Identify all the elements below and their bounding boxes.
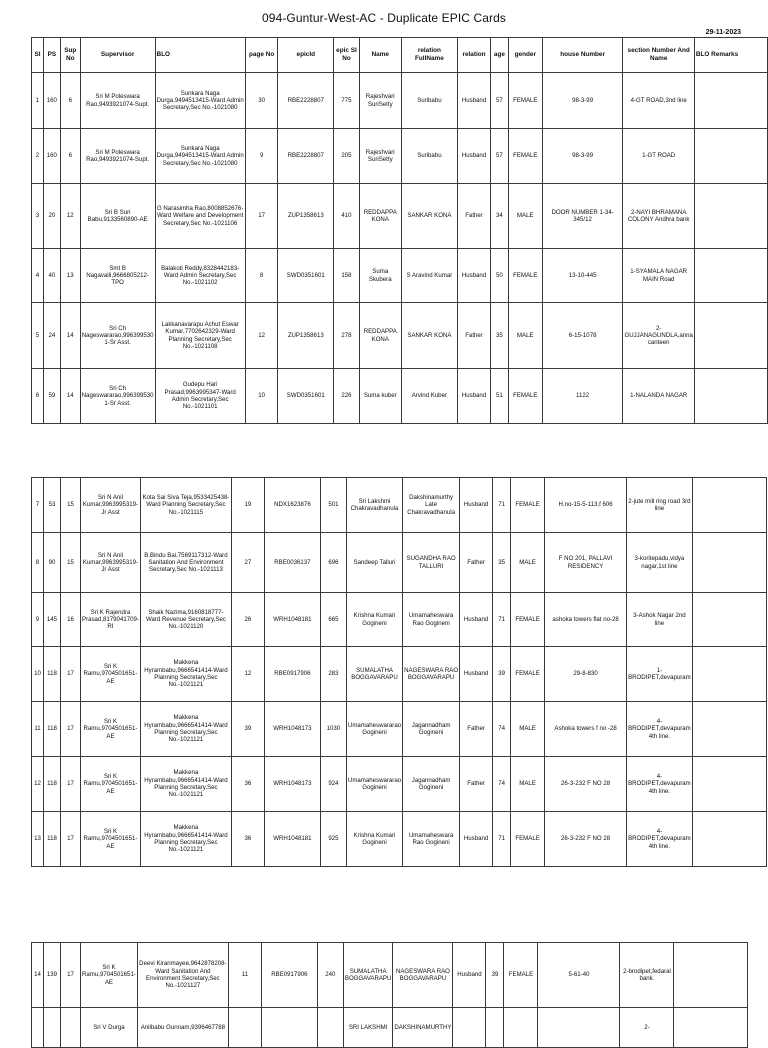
cell-gender: FEMALE	[511, 647, 545, 702]
cell-epic-id: RBE0917906	[261, 943, 317, 1008]
cell-gender: FEMALE	[508, 369, 542, 424]
cell-name: Umamaheswararao Gogineni	[346, 702, 402, 757]
cell-relation-fullname: Umamaheswara Rao Gogineni	[403, 593, 460, 647]
cell-relation: Husband	[460, 478, 493, 533]
cell-house-number: 1122	[542, 369, 623, 424]
column-header-epic-sl-no: epic Sl No	[334, 38, 360, 73]
cell-name: Suma kuber	[359, 369, 401, 424]
cell-ps: 118	[44, 647, 61, 702]
cell-blo: G Narasimha Rao,8008852676-Ward Welfare and Development Secretary,Sec No.-1021106	[155, 184, 245, 249]
cell-relation-fullname: Jagannadham Gogineni	[403, 757, 460, 812]
cell-epic-sl-no: 665	[320, 593, 346, 647]
cell-epic-id: RBE0917906	[264, 647, 320, 702]
cell-epic-sl-no: 925	[320, 812, 346, 867]
cell-relation: Husband	[458, 73, 491, 129]
cell-age: 35	[493, 533, 511, 593]
cell-page-no: 11	[228, 943, 261, 1008]
cell-age: 39	[493, 647, 511, 702]
cell-section-number-name: 2-NAYI BHRAMANA COLONY Andhra bank	[623, 184, 694, 249]
cell-ps	[44, 1008, 61, 1048]
cell-sl: 6	[32, 369, 44, 424]
cell-page-no: 26	[231, 593, 264, 647]
epic-table-3	[31, 942, 748, 1048]
cell-age: 74	[493, 757, 511, 812]
cell-page-no: 10	[245, 369, 278, 424]
cell-name: Rajeshvari SuriSetty	[359, 73, 401, 129]
table-row	[32, 757, 767, 812]
cell-age: 74	[493, 702, 511, 757]
cell-blo: Makkena Hyrambabu,9666541414-Ward Planning Secretary,Sec No.-1021121	[140, 702, 231, 757]
cell-age: 71	[493, 478, 511, 533]
column-header-relation-fullname: relation FullName	[401, 38, 457, 73]
cell-blo: Gudepu Hari Prasad,9963995347-Ward Admin Secretary,Sec No.-1021101	[155, 369, 245, 424]
table-row	[32, 647, 767, 702]
cell-sup-no: 14	[60, 303, 80, 369]
cell-sl: 11	[32, 702, 44, 757]
cell-blo-remarks	[692, 702, 766, 757]
cell-gender: FEMALE	[504, 943, 538, 1008]
cell-supervisor: Sri M Poleswara Rao,9493921074-Supt.	[80, 129, 155, 184]
cell-blo: Shaik Nazima,9160818777-Ward Revenue Secretary,Sec No.-1021120	[140, 593, 231, 647]
cell-page-no: 30	[245, 73, 278, 129]
cell-supervisor: Sri M Poleswara Rao,9493921074-Supt.	[80, 73, 155, 129]
cell-ps: 118	[44, 757, 61, 812]
cell-gender: FEMALE	[508, 249, 542, 303]
cell-relation: Husband	[458, 129, 491, 184]
cell-sl: 2	[32, 129, 44, 184]
cell-sup-no: 15	[61, 533, 81, 593]
cell-blo-remarks	[692, 593, 766, 647]
cell-sl: 3	[32, 184, 44, 249]
column-header-ps: PS	[43, 38, 60, 73]
cell-name: Rajeshvari SuriSetty	[359, 129, 401, 184]
cell-sup-no: 17	[61, 702, 81, 757]
column-header-blo-remarks: BLO Remarks	[694, 38, 767, 73]
cell-sup-no: 17	[61, 647, 81, 702]
column-header-supervisor: Supervisor	[80, 38, 155, 73]
table-row	[32, 1008, 748, 1048]
cell-blo-remarks	[674, 943, 748, 1008]
cell-ps: 40	[43, 249, 60, 303]
cell-epic-id: RBE2228807	[278, 73, 334, 129]
cell-house-number: H.no-15-5-113,f 606	[545, 478, 627, 533]
cell-epic-id: WRH1048181	[264, 593, 320, 647]
cell-section-number-name: 2-	[620, 1008, 674, 1048]
cell-gender: FEMALE	[511, 593, 545, 647]
cell-blo-remarks	[692, 647, 766, 702]
cell-blo: Lakkanavarapu Achut Eswar Kumar,7702642329-Ward Planning Secretary,Sec No.-1021108	[155, 303, 245, 369]
cell-relation: Husband	[460, 812, 493, 867]
cell-gender: FEMALE	[508, 73, 542, 129]
cell-name: Sri Lakshmi Chakravadhanula	[346, 478, 402, 533]
cell-relation	[453, 1008, 486, 1048]
cell-relation: Father	[460, 533, 493, 593]
cell-epic-id: NDX1623876	[264, 478, 320, 533]
column-header-name: Name	[359, 38, 401, 73]
column-header-gender: gender	[508, 38, 542, 73]
cell-relation-fullname: Jagannadham Gogineni	[403, 702, 460, 757]
cell-section-number-name: 4-BRODIPET,devapuram 4th line.	[627, 702, 693, 757]
cell-supervisor: Sri K Ramu,9704501651-AE	[81, 812, 141, 867]
column-header-sl: Sl	[32, 38, 44, 73]
cell-name: REDDAPPA KONA	[359, 303, 401, 369]
cell-epic-id: RBE2228807	[278, 129, 334, 184]
table-row	[32, 303, 768, 369]
cell-sl: 12	[32, 757, 44, 812]
cell-relation: Father	[458, 303, 491, 369]
cell-supervisor: Sri Ch Nageswararao,996399530 1-Sr Asst.	[80, 303, 155, 369]
page-title: 094-Guntur-West-AC - Duplicate EPIC Cards	[262, 11, 506, 25]
cell-name: Krishna Kumari Gogineni	[346, 812, 402, 867]
cell-gender: MALE	[511, 702, 545, 757]
table-row	[32, 369, 768, 424]
cell-name: Umamaheswararao Gogineni	[346, 757, 402, 812]
cell-house-number: 26-3-232 F NO 28	[545, 757, 627, 812]
cell-blo: Makkena Hyrambabu,9666541414-Ward Planning Secretary,Sec No.-1021121	[140, 647, 231, 702]
cell-relation-fullname: SUGANDHA RAO TALLURI	[403, 533, 460, 593]
cell-page-no: 8	[245, 249, 278, 303]
cell-house-number: 5-61-40	[538, 943, 620, 1008]
column-header-sup-no: Sup No	[60, 38, 80, 73]
cell-blo-remarks	[694, 129, 767, 184]
cell-sup-no	[61, 1008, 81, 1048]
cell-relation-fullname: DAKSHINAMURTHY	[393, 1008, 453, 1048]
cell-sl: 13	[32, 812, 44, 867]
table-row	[32, 812, 767, 867]
cell-supervisor: Sri V Durga	[81, 1008, 138, 1048]
table-row	[32, 593, 767, 647]
cell-blo-remarks	[694, 303, 767, 369]
cell-blo: Balakoti Reddy,8328442183-Ward Admin Secretary,Sec No.-1021102	[155, 249, 245, 303]
cell-sup-no: 6	[60, 73, 80, 129]
cell-age: 35	[490, 303, 508, 369]
cell-blo-remarks	[692, 812, 766, 867]
table-row	[32, 184, 768, 249]
cell-section-number-name: 1-NALANDA NAGAR	[623, 369, 694, 424]
cell-house-number: ashoka towers flat no-28	[545, 593, 627, 647]
cell-section-number-name: 4-BRODIPET,devapuram 4th line.	[627, 812, 693, 867]
cell-sup-no: 17	[61, 812, 81, 867]
cell-ps: 20	[43, 184, 60, 249]
cell-supervisor: Sri K Ramu,9704501651-AE	[81, 943, 138, 1008]
cell-epic-sl-no: 283	[320, 647, 346, 702]
cell-name: Sandeep Talluri	[346, 533, 402, 593]
cell-relation-fullname: NAGESWARA RAO BOGGAVARAPU	[393, 943, 453, 1008]
cell-relation-fullname: Suribabu	[401, 129, 457, 184]
cell-section-number-name: 4-GT ROAD,3nd line	[623, 73, 694, 129]
cell-section-number-name: 4-BRODIPET,devapuram 4th line.	[627, 757, 693, 812]
cell-sup-no: 17	[61, 943, 81, 1008]
cell-ps: 160	[43, 73, 60, 129]
cell-blo: Sunkara Naga Durga,9494513415-Ward Admin Secretary,Sec No.-1021080	[155, 129, 245, 184]
cell-epic-sl-no: 205	[334, 129, 360, 184]
cell-supervisor: Sri B Suri Babu,9133560890-AE	[80, 184, 155, 249]
cell-gender: FEMALE	[511, 478, 545, 533]
cell-page-no: 17	[245, 184, 278, 249]
cell-sl	[32, 1008, 44, 1048]
cell-epic-sl-no: 924	[320, 757, 346, 812]
cell-blo-remarks	[694, 184, 767, 249]
cell-epic-id: ZUP1358613	[278, 184, 334, 249]
cell-house-number: F NO 201, PALLAVI RESIDENCY	[545, 533, 627, 593]
cell-epic-sl-no: 501	[320, 478, 346, 533]
cell-relation-fullname: S Aravind Kumar	[401, 249, 457, 303]
cell-gender: MALE	[511, 533, 545, 593]
cell-ps: 145	[44, 593, 61, 647]
cell-relation: Father	[460, 702, 493, 757]
cell-sl: 9	[32, 593, 44, 647]
cell-house-number: 98-3-99	[542, 129, 623, 184]
cell-sup-no: 16	[61, 593, 81, 647]
cell-age	[486, 1008, 504, 1048]
cell-epic-sl-no: 240	[317, 943, 343, 1008]
cell-age: 57	[490, 73, 508, 129]
cell-page-no: 12	[245, 303, 278, 369]
cell-house-number	[538, 1008, 620, 1048]
cell-gender: MALE	[508, 184, 542, 249]
cell-relation: Husband	[453, 943, 486, 1008]
cell-blo-remarks	[674, 1008, 748, 1048]
cell-supervisor: Sri N Anil Kumar,9963995319-Jr Asst	[81, 533, 141, 593]
table-header-row	[32, 38, 768, 73]
cell-name: SUMALATHA BOGGAVARAPU	[346, 647, 402, 702]
column-header-epic-id: epicId	[278, 38, 334, 73]
cell-age: 34	[490, 184, 508, 249]
cell-epic-sl-no: 158	[334, 249, 360, 303]
table-row	[32, 533, 767, 593]
cell-relation: Father	[458, 184, 491, 249]
table-row	[32, 73, 768, 129]
cell-house-number: 6-15-1078	[542, 303, 623, 369]
cell-ps: 53	[44, 478, 61, 533]
cell-page-no: 36	[231, 757, 264, 812]
cell-blo-remarks	[694, 369, 767, 424]
cell-epic-id: WRH1048181	[264, 812, 320, 867]
cell-age: 57	[490, 129, 508, 184]
epic-table-1	[31, 37, 768, 424]
cell-page-no: 36	[231, 812, 264, 867]
cell-name: SRI LAKSHMI	[343, 1008, 393, 1048]
cell-sl: 8	[32, 533, 44, 593]
cell-page-no: 9	[245, 129, 278, 184]
cell-ps: 24	[43, 303, 60, 369]
cell-supervisor: Sri K Ramu,9704501651-AE	[81, 647, 141, 702]
cell-blo: Sunkara Naga Durga,9494513415-Ward Admin Secretary,Sec No.-1021080	[155, 73, 245, 129]
cell-section-number-name: 2-GUJJANAGUNDLA,anna canteen	[623, 303, 694, 369]
table-row	[32, 249, 768, 303]
cell-section-number-name: 2-brodipet,fedaral bank.	[620, 943, 674, 1008]
cell-house-number: 26-3-232 F NO 28	[545, 812, 627, 867]
cell-name: REDDAPPA KONA	[359, 184, 401, 249]
cell-sl: 14	[32, 943, 44, 1008]
cell-epic-id: ZUP1358613	[278, 303, 334, 369]
cell-epic-id: WRH1048173	[264, 757, 320, 812]
cell-supervisor: Sri K Rajendra Prasad,8179041709-RI	[81, 593, 141, 647]
cell-blo-remarks	[694, 249, 767, 303]
cell-epic-sl-no: 775	[334, 73, 360, 129]
cell-blo-remarks	[694, 73, 767, 129]
cell-relation-fullname: NAGESWARA RAO BOGGAVARAPU	[403, 647, 460, 702]
cell-section-number-name: 1-SYAMALA NAGAR MAIN Road	[623, 249, 694, 303]
epic-table-2	[31, 477, 767, 867]
cell-gender: MALE	[508, 303, 542, 369]
cell-sup-no: 14	[60, 369, 80, 424]
cell-blo: B.Bindu Bai,7569117312-Ward Sanitation And Environment Secretary,Sec No.-1021113	[140, 533, 231, 593]
cell-sl: 1	[32, 73, 44, 129]
cell-house-number: 29-8-830	[545, 647, 627, 702]
cell-age: 51	[490, 369, 508, 424]
cell-blo: Makkena Hyrambabu,9666541414-Ward Planning Secretary,Sec No.-1021121	[140, 757, 231, 812]
cell-epic-sl-no: 410	[334, 184, 360, 249]
cell-sl: 4	[32, 249, 44, 303]
cell-epic-id: SWD0351601	[278, 369, 334, 424]
cell-epic-sl-no: 226	[334, 369, 360, 424]
cell-name: Krishna Kumari Gogineni	[346, 593, 402, 647]
cell-page-no: 39	[231, 702, 264, 757]
cell-supervisor: Sri Ch Nageswararao,996399530 1-Sr Asst.	[80, 369, 155, 424]
cell-relation-fullname: Dakshinamurthy Late Chakravadhanula	[403, 478, 460, 533]
table-row	[32, 702, 767, 757]
cell-gender	[504, 1008, 538, 1048]
cell-sup-no: 12	[60, 184, 80, 249]
cell-epic-id: RBE0036137	[264, 533, 320, 593]
cell-house-number: 13-10-445	[542, 249, 623, 303]
cell-supervisor: Sri K Ramu,9704501651-AE	[81, 757, 141, 812]
cell-age: 50	[490, 249, 508, 303]
cell-relation-fullname: Arvind Kuber	[401, 369, 457, 424]
cell-ps: 139	[44, 943, 61, 1008]
cell-name: Suma Skubera	[359, 249, 401, 303]
cell-epic-id	[261, 1008, 317, 1048]
cell-epic-sl-no: 696	[320, 533, 346, 593]
cell-blo: Makkena Hyrambabu,9666541414-Ward Planning Secretary,Sec No.-1021121	[140, 812, 231, 867]
table-row	[32, 129, 768, 184]
cell-section-number-name: 2-jute mill ring road 3rd line	[627, 478, 693, 533]
report-date: 29-11-2023	[705, 29, 741, 36]
cell-epic-sl-no	[317, 1008, 343, 1048]
cell-page-no: 27	[231, 533, 264, 593]
cell-epic-sl-no: 1030	[320, 702, 346, 757]
cell-page-no	[228, 1008, 261, 1048]
cell-ps: 90	[44, 533, 61, 593]
column-header-section-number-name: section Number And Name	[623, 38, 694, 73]
cell-page-no: 12	[231, 647, 264, 702]
cell-sup-no: 13	[60, 249, 80, 303]
cell-sup-no: 15	[61, 478, 81, 533]
cell-page-no: 19	[231, 478, 264, 533]
cell-blo: Anilbabu Gunnam,9396467788	[137, 1008, 228, 1048]
cell-ps: 160	[43, 129, 60, 184]
cell-blo-remarks	[692, 533, 766, 593]
cell-gender: FEMALE	[508, 129, 542, 184]
cell-section-number-name: 1-GT ROAD	[623, 129, 694, 184]
cell-blo-remarks	[692, 478, 766, 533]
cell-epic-id: SWD0351601	[278, 249, 334, 303]
cell-relation: Husband	[458, 249, 491, 303]
cell-relation: Father	[460, 757, 493, 812]
cell-house-number: 98-3-99	[542, 73, 623, 129]
cell-gender: FEMALE	[511, 812, 545, 867]
cell-relation: Husband	[458, 369, 491, 424]
cell-age: 71	[493, 593, 511, 647]
cell-sup-no: 6	[60, 129, 80, 184]
cell-ps: 59	[43, 369, 60, 424]
column-header-house-number: house Number	[542, 38, 623, 73]
cell-house-number: DOOR NUMBER 1-34-345/12	[542, 184, 623, 249]
column-header-page-no: page No	[245, 38, 278, 73]
cell-supervisor: Sri K Ramu,9704501651-AE	[81, 702, 141, 757]
cell-blo: Kota Sai Siva Teja,9533425438-Ward Planning Secretary,Sec No.-1021115	[140, 478, 231, 533]
cell-house-number: Ashoka towers f no -28	[545, 702, 627, 757]
cell-relation-fullname: SANKAR KONA	[401, 303, 457, 369]
cell-blo: Deevi Kiranmayee,9642878208-Ward Sanitation And Environment Secretary,Sec No.-1021127	[137, 943, 228, 1008]
cell-age: 39	[486, 943, 504, 1008]
table-row	[32, 943, 748, 1008]
cell-relation-fullname: Suribabu	[401, 73, 457, 129]
cell-age: 71	[493, 812, 511, 867]
cell-relation-fullname: Umamaheswara Rao Gogineni	[403, 812, 460, 867]
cell-relation-fullname: SANKAR KONA	[401, 184, 457, 249]
table-row	[32, 478, 767, 533]
cell-sup-no: 17	[61, 757, 81, 812]
column-header-blo: BLO	[155, 38, 245, 73]
cell-section-number-name: 3-koritepadu,vidya nagar,1st line	[627, 533, 693, 593]
cell-sl: 10	[32, 647, 44, 702]
cell-relation: Husband	[460, 593, 493, 647]
column-header-relation: relation	[458, 38, 491, 73]
cell-sl: 7	[32, 478, 44, 533]
cell-relation: Husband	[460, 647, 493, 702]
cell-epic-id: WRH1048173	[264, 702, 320, 757]
cell-section-number-name: 3-Ashok Nagar 2nd line	[627, 593, 693, 647]
cell-name: SUMALATHA BOGGAVARAPU	[343, 943, 393, 1008]
cell-ps: 118	[44, 812, 61, 867]
cell-sl: 5	[32, 303, 44, 369]
cell-supervisor: Smt B Nagavalli,9666805212-TPO	[80, 249, 155, 303]
cell-section-number-name: 1-BRODIPET,devapuram	[627, 647, 693, 702]
column-header-age: age	[490, 38, 508, 73]
cell-ps: 118	[44, 702, 61, 757]
cell-epic-sl-no: 278	[334, 303, 360, 369]
cell-gender: MALE	[511, 757, 545, 812]
cell-blo-remarks	[692, 757, 766, 812]
cell-supervisor: Sri N Anil Kumar,9963995319-Jr Asst	[81, 478, 141, 533]
